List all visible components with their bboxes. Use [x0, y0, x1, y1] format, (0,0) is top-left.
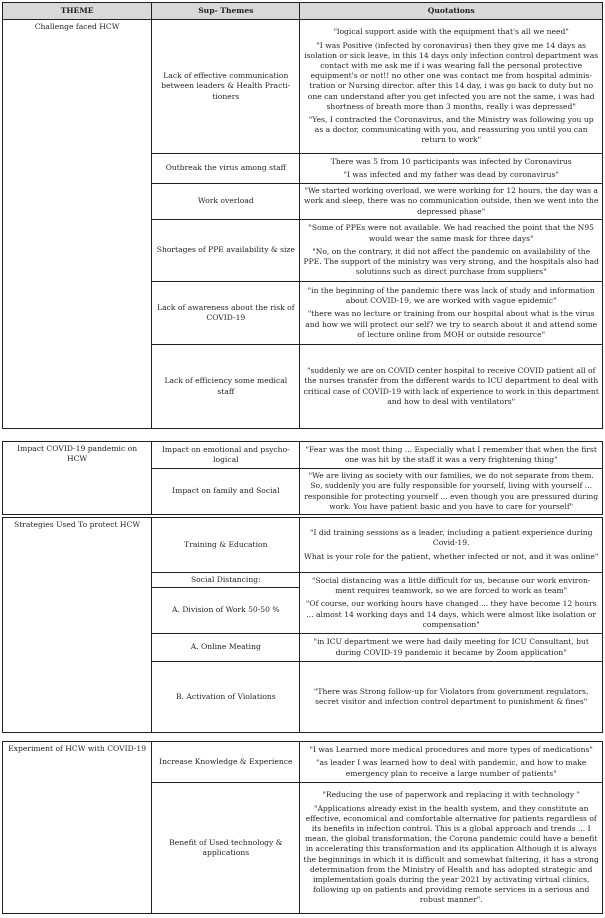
themes-table-part-1 — [2, 2, 603, 429]
themes-table-part-2 — [2, 441, 603, 515]
quote: "No, on the contrary, it did not affect the pandemic on availability of the PPE. The support of the ministry was very strong, and the hospitals also had solutions such as direct purchase from suppliers" — [303, 246, 599, 277]
quote: "I did training sessions as a leader, including a patient experience during Covid-19. — [309, 528, 593, 548]
quote: "in the beginning of the pandemic there was lack of study and information about COVID-19, we are worked with vague epidemic" — [307, 285, 595, 306]
table-row — [3, 20, 603, 154]
sub-theme-cell: Outbreak the virus among staff — [152, 154, 300, 184]
quote: "Fear was the most thing ... Especially what I remember that when the first one was hit by the staff it was a very frightening thing" — [305, 444, 597, 464]
quotations-cell — [300, 282, 603, 345]
quote: "Reducing the use of paperwork and replacing it with technology " — [322, 790, 581, 800]
theme-cell: Experiment of HCW with COVID-19 — [3, 742, 152, 914]
quotations-cell — [300, 345, 603, 429]
sub-theme-cell: Impact on family and Social — [152, 469, 300, 515]
sub-theme-cell: Lack of awareness about the risk of COVID-19 — [152, 282, 300, 345]
quote: "I was Positive (infected by coronavirus) then they give me 14 days as isolation or sick leave, in this 14 days only infection control department was contact with me ask me if i was wearing fall the personal protective equipment's or not!! no other one was contact me from hospital adminis-tration or Nursing director. after this 14 day, i was go back to duty but no one can understand after you get infected you are not the same, i was had shortness of breath more than 3 months, really i was depressed" — [304, 40, 599, 111]
quote: "Of course, our working hours have changed ... they have become 12 hours ... almost 14 working days and 14 days, which were almost like isolation or compensation" — [305, 599, 597, 629]
sub-theme-cell: Lack of efficiency some medical staff — [152, 345, 300, 429]
quotations-cell — [300, 220, 603, 282]
quote: "I was infected and my father was dead by coronavirus" — [343, 170, 559, 179]
header-sub-themes: Sup- Themes — [152, 3, 300, 20]
theme-cell: Challenge faced HCW — [3, 20, 152, 429]
themes-table-part-3 — [2, 517, 603, 733]
sub-theme-cell: Work overload — [152, 184, 300, 220]
quotations-cell — [300, 442, 603, 469]
header-quotations: Quotations — [300, 3, 603, 20]
quote: "there was no lecture or training from our hospital about what is the virus and how we will protect our self? we try to search about it and attend some of lecture online from MOH or outside resource" — [305, 309, 598, 339]
quotations-cell — [300, 662, 603, 733]
theme-cell: Impact COVID-19 pandemic on HCW — [3, 442, 152, 515]
quote: "I was Learned more medical procedures and more types of medications" — [309, 745, 593, 755]
quote: "as leader I was learned how to deal with pandemic, and how to make emergency plan to receive a large number of patients" — [316, 758, 587, 778]
quotations-cell — [300, 518, 603, 573]
quote: "logical support aside with the equipment that's all we need" — [333, 27, 569, 37]
quote: "We are living as society with our families, we do not separate from them. So, suddenly you are fully responsible for yourself, living with yourself ... responsible for protecting yourself ... even though you are pressured during work. You have patient basic and you have to care for yourself" — [304, 471, 599, 511]
sub-theme-cell: Social Distancing: — [152, 573, 300, 588]
sub-theme-cell: A. Division of Work 50-50 % — [152, 588, 300, 634]
quote: "Applications already exist in the health system, and they constitute an effective, economical and comfortable alternative for patients regardless of its benefits in infection control. This is a global approach and trends ... I mean, the global transformation, the Corona pandemic could have a benefit in accelerating this transformation and its application Although it is always the beginnings in which it is difficult and somewhat faltering, it has a strong determination from the Ministry of Health and has adopted strategic and implementation goals during the year 2021 by activating virtual clinics, following up on patients and providing remote services in a serious and robust manner". — [303, 803, 599, 905]
quotations-cell — [300, 742, 603, 783]
table-row — [3, 518, 603, 573]
quotations-cell — [300, 469, 603, 515]
quote: "Social distancing was a little difficult for us, because our work environ-ment requires teamwork, so we are forced to work as team" — [312, 575, 591, 596]
quote: "We started working overload, we were working for 12 hours, the day was a work and sleep, there was no communication outside, then we went into the depressed phase" — [303, 186, 599, 216]
sub-theme-cell: B. Activation of Violations — [152, 662, 300, 733]
sub-theme-cell: Increase Knowledge & Experience — [152, 742, 300, 783]
quote: "There was Strong follow-up for Violators from government regulators, secret visitor and infection control department to punishment & fines" — [313, 686, 589, 706]
quotations-cell — [300, 634, 603, 662]
sub-theme-cell: Impact on emotional and psycho-logical — [152, 442, 300, 469]
table-row — [3, 442, 603, 469]
quote: "suddenly we are on COVID center hospital to receive COVID patient all of the nurses transfer from the different wards to ICU department to deal with critical case of COVID-19 with lack of experience to work in this department and how to deal with ventilators" — [303, 366, 599, 406]
quotations-cell — [300, 184, 603, 220]
theme-cell: Strategies Used To protect HCW — [3, 518, 152, 733]
quote: What is your role for the patient, whether infected or not, and it was online" — [304, 551, 599, 561]
quote: "Yes, I contracted the Coronavirus, and the Ministry was following you up as a doctor, communicating with you, and reassuring you until you can return to work" — [308, 115, 594, 145]
quotations-cell — [300, 573, 603, 634]
quotations-cell — [300, 20, 603, 154]
sub-theme-cell: Benefit of Used technology & applications — [152, 783, 300, 914]
header-theme: THEME — [3, 3, 152, 20]
table-header-row — [3, 3, 603, 20]
quote: "in ICU department we were had daily meeting for ICU Consultant, but during COVID-19 pandemic it became by Zoom application" — [313, 637, 589, 657]
quotations-cell — [300, 154, 603, 184]
quotations-cell — [300, 783, 603, 914]
quote: "Some of PPEs were not available. We had reached the point that the N95 would wear the same mask for three days" — [308, 223, 594, 243]
sub-theme-cell: A. Online Meating — [152, 634, 300, 662]
sub-theme-cell: Training & Education — [152, 518, 300, 573]
sub-theme-cell: Shortages of PPE availability & size — [152, 220, 300, 282]
themes-table-part-4 — [2, 741, 603, 914]
sub-theme-cell: Lack of effective communication between leaders & Health Practi-tioners — [152, 20, 300, 154]
table-row — [3, 742, 603, 783]
quote: There was 5 from 10 participants was infected by Coronavirus — [330, 156, 572, 166]
